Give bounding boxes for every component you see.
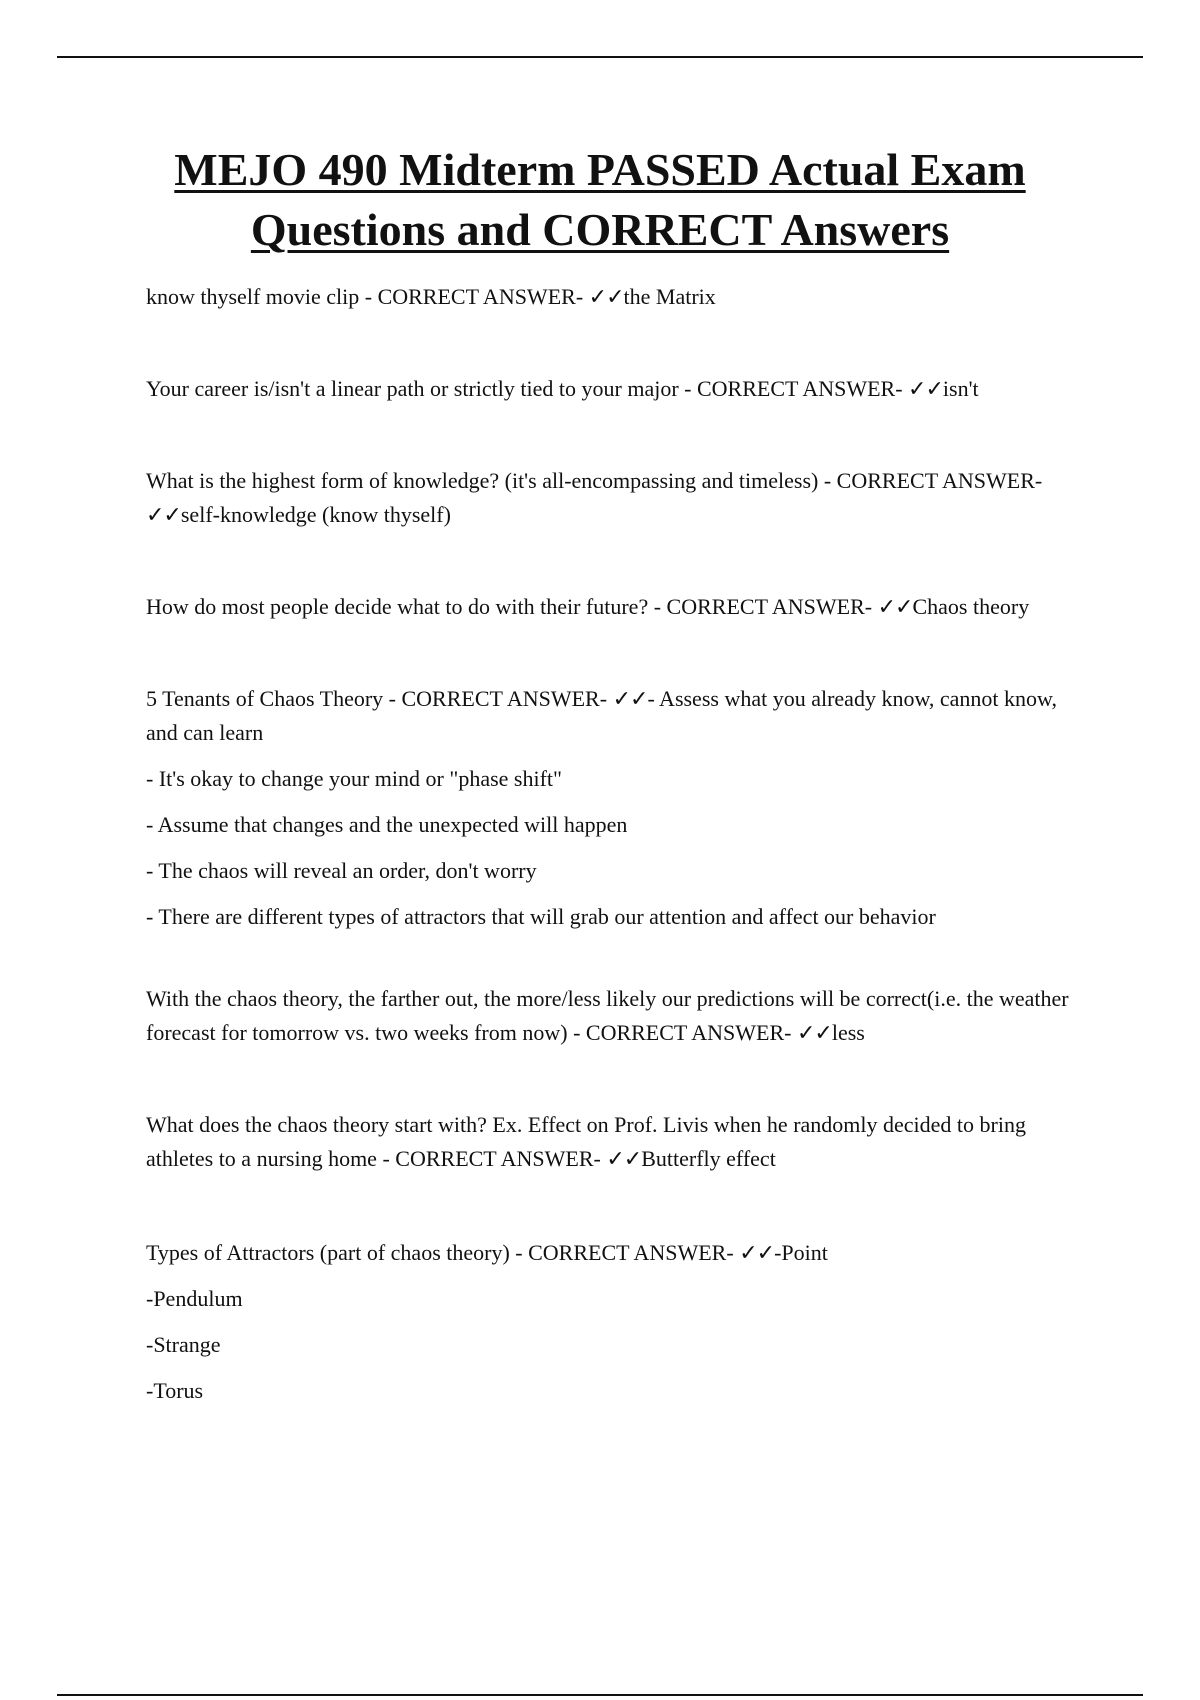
- answer-separator: - CORRECT ANSWER-: [359, 284, 589, 309]
- answer-line: - It's okay to change your mind or "phase shift": [146, 766, 563, 791]
- answer-separator: - CORRECT ANSWER-: [648, 594, 878, 619]
- bottom-rule: [57, 1694, 1143, 1696]
- qa-item: [146, 464, 1086, 532]
- double-check-icon: ✓✓: [146, 502, 181, 527]
- answer-line: - The chaos will reveal an order, don't worry: [146, 858, 537, 883]
- qa-item: [146, 682, 1086, 934]
- page-title-line-2: Questions and CORRECT Answers: [250, 204, 950, 255]
- question-text: With the chaos theory, the farther out, the more/less likely our predictions will be correct(i.e. the weather forecast for tomorrow vs. two weeks from now): [146, 986, 1069, 1045]
- top-rule: [57, 56, 1143, 58]
- question-text: What is the highest form of knowledge? (it's all-encompassing and timeless): [146, 468, 819, 493]
- question-text: How do most people decide what to do with their future?: [146, 594, 649, 619]
- answer-line: -Pendulum: [146, 1286, 243, 1311]
- answer-text: the Matrix: [623, 284, 716, 309]
- answer-separator: - CORRECT ANSWER-: [818, 468, 1043, 493]
- answer-line: - There are different types of attractors that will grab our attention and affect our behavior: [146, 904, 936, 929]
- answer-line: -Strange: [146, 1332, 221, 1357]
- page-title: [100, 140, 1100, 260]
- qa-item: [146, 1236, 1086, 1408]
- answer-text: isn't: [942, 376, 979, 401]
- question-text: know thyself movie clip: [146, 284, 360, 309]
- question-text: Your career is/isn't a linear path or strictly tied to your major: [146, 376, 679, 401]
- question-text: What does the chaos theory start with? Ex. Effect on Prof. Livis when he randomly decided to bring athletes to a nursing home: [146, 1112, 1026, 1171]
- qa-item: [146, 982, 1086, 1050]
- double-check-icon: ✓✓: [877, 594, 913, 619]
- answer-text: - Assess what you already know, cannot know, and can learn: [146, 686, 1058, 745]
- answer-text: Chaos theory: [912, 594, 1030, 619]
- answer-line: -Torus: [146, 1378, 204, 1403]
- qa-item: [146, 280, 1086, 314]
- answer-separator: - CORRECT ANSWER-: [509, 1240, 740, 1265]
- question-text: Types of Attractors (part of chaos theory): [146, 1240, 510, 1265]
- answer-separator: - CORRECT ANSWER-: [376, 1146, 607, 1171]
- double-check-icon: ✓✓: [612, 686, 648, 711]
- answer-line: - Assume that changes and the unexpected will happen: [146, 812, 628, 837]
- qa-item: [146, 1108, 1086, 1176]
- answer-text: Butterfly effect: [641, 1146, 776, 1171]
- question-text: 5 Tenants of Chaos Theory: [146, 686, 384, 711]
- answer-separator: - CORRECT ANSWER-: [678, 376, 909, 401]
- double-check-icon: ✓✓: [796, 1020, 832, 1045]
- answer-text: less: [831, 1020, 865, 1045]
- qa-item: [146, 590, 1086, 624]
- double-check-icon: ✓✓: [908, 376, 943, 401]
- answer-separator: - CORRECT ANSWER-: [383, 686, 613, 711]
- answer-text: self-knowledge (know thyself): [180, 502, 451, 527]
- double-check-icon: ✓✓: [606, 1146, 642, 1171]
- answer-separator: - CORRECT ANSWER-: [567, 1020, 797, 1045]
- page-title-line-1: MEJO 490 Midterm PASSED Actual Exam: [174, 144, 1026, 195]
- qa-item: [146, 372, 1086, 406]
- double-check-icon: ✓✓: [588, 284, 624, 309]
- qa-list: [146, 280, 1086, 1408]
- double-check-icon: ✓✓: [739, 1240, 775, 1265]
- answer-text: -Point: [774, 1240, 828, 1265]
